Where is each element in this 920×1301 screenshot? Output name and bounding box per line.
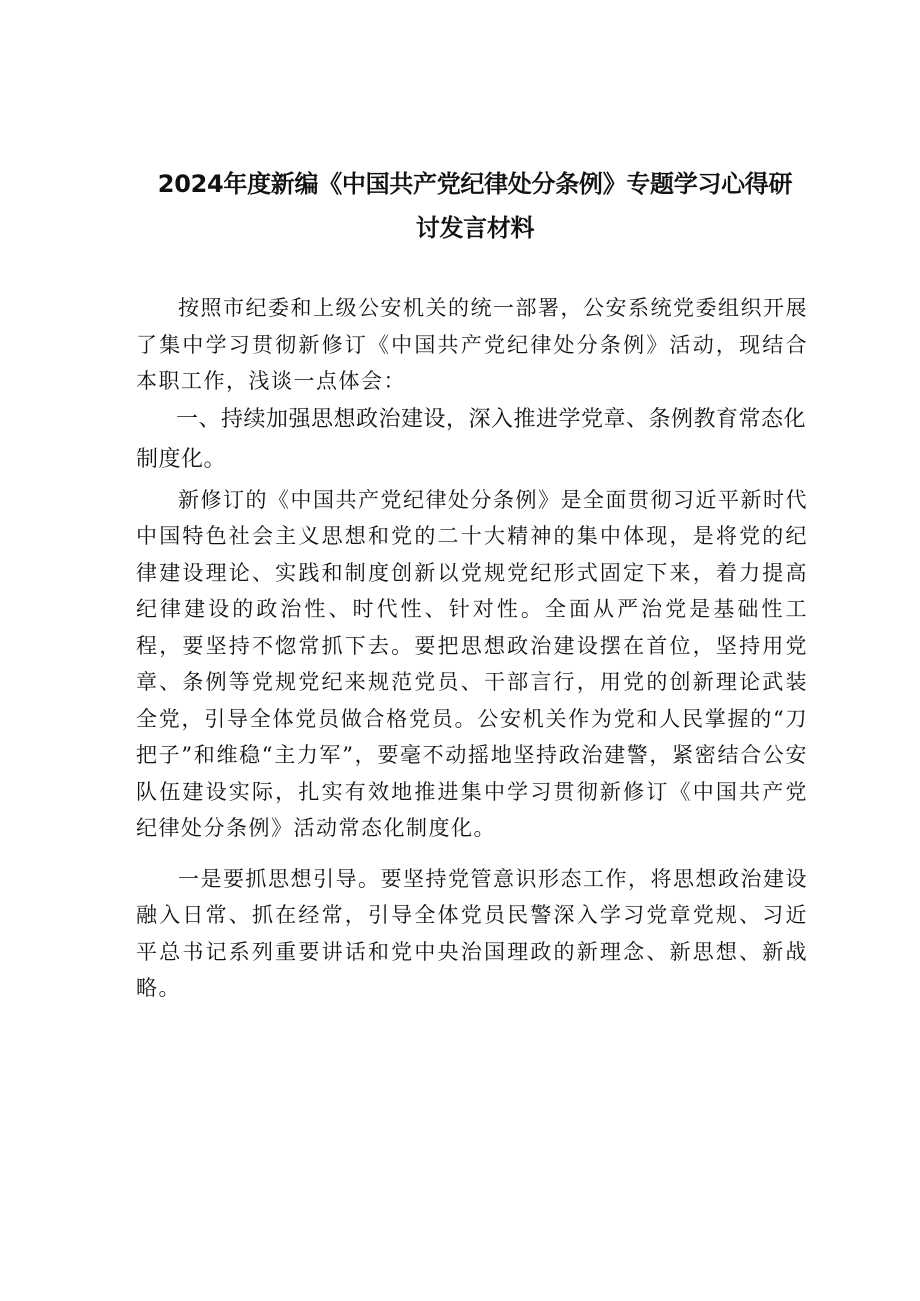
title-line-2: 讨发言材料 <box>415 214 535 242</box>
document-body <box>136 290 808 1007</box>
document-title <box>150 162 800 250</box>
point-1-paragraph: 一是要抓思想引导。要坚持党管意识形态工作，将思想政治建设融入日常、抓在经常，引导全体党员民警深入学习党章党规、习近平总书记系列重要讲话和党中央治国理政的新理念、新思想、新战略。 <box>136 866 808 1000</box>
title-line-1: 2024年度新编《中国共产党纪律处分条例》专题学习心得研 <box>157 170 793 198</box>
intro-paragraph: 按照市纪委和上级公安机关的统一部署，公安系统党委组织开展了集中学习贯彻新修订《中国共产党纪律处分条例》活动，现结合本职工作，浅谈一点体会： <box>136 296 808 393</box>
section-heading-1: 一、持续加强思想政治建设，深入推进学党章、条例教育常态化制度化。 <box>136 406 807 472</box>
section-1-paragraph: 新修订的《中国共产党纪律处分条例》是全面贯彻习近平新时代中国特色社会主义思想和党的二十大精神的集中体现，是将党的纪律建设理论、实践和制度创新以党规党纪形式固定下来，着力提高纪律建设的政治性、时代性、针对性。全面从严治党是基础性工程，要坚持不惚常抓下去。要把思想政治建设摆在首位，坚持用党章、条例等党规党纪来规范党员、干部言行，用党的创新理论武装全党，引导全体党员做合格党员。公安机关作为党和人民掌握的“刀把子”和维稳“主力军”，要毫不动摇地坚持政治建警，紧密结合公安队伍建设实际，扎实有效地推进集中学习贯彻新修订《中国共产党纪律处分条例》活动常态化制度化。 <box>136 487 808 840</box>
